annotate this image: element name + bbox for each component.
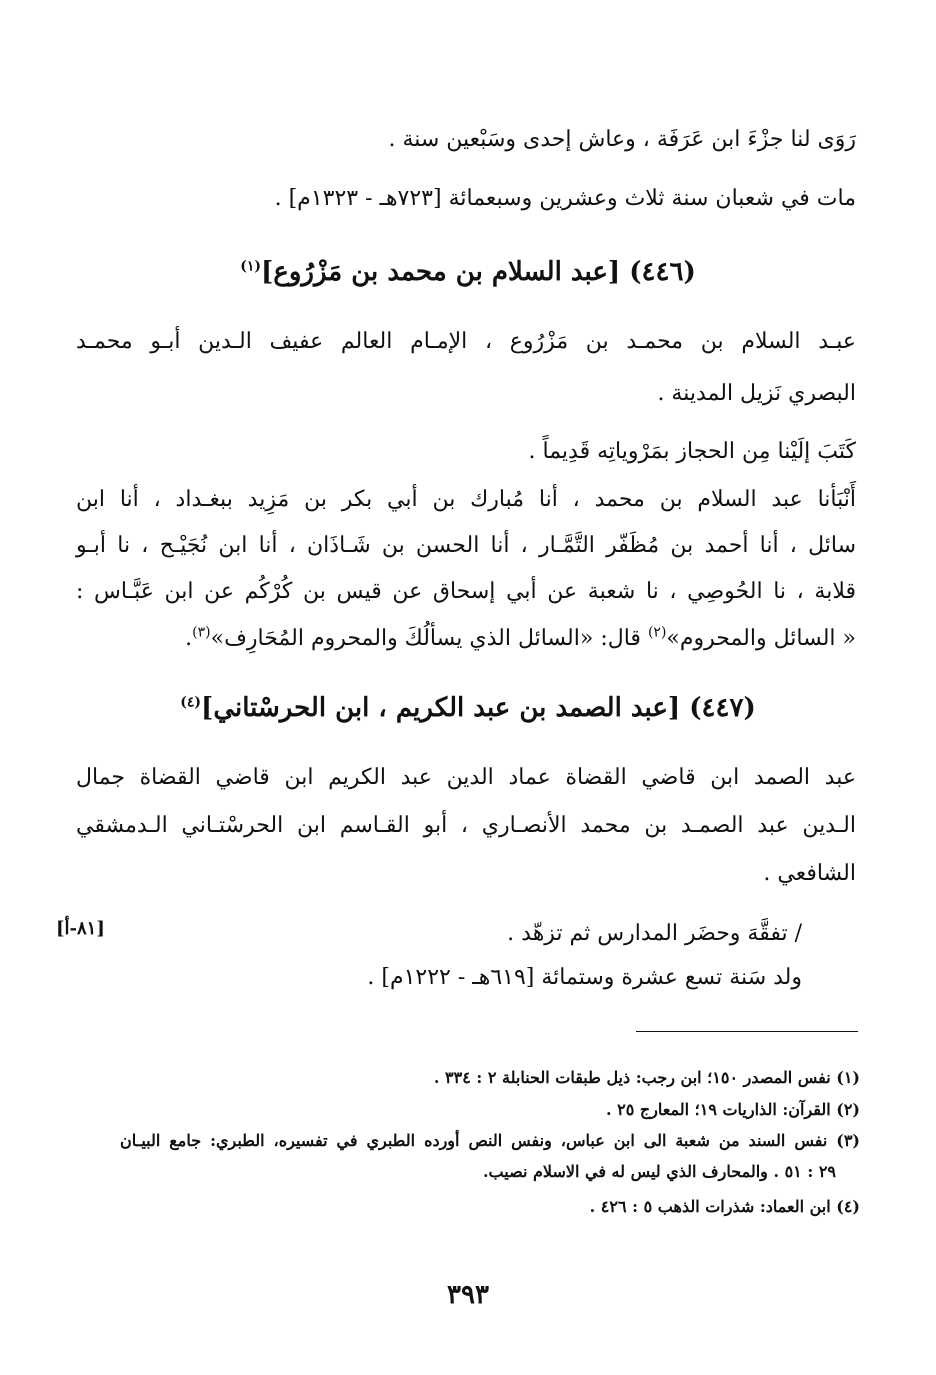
isnad-quote-2: قال: «السائل الذي يسألُكَ والمحروم المُحَارِف» [210,626,648,651]
text-line-prev-1: رَوَى لنا جزْءَ ابن عَرَفَة ، وعاش إحدى وسَبْعين سنة . [388,127,856,152]
entry-447-bio-line-2: الـدين عبد الصمـد بن محمد الأنصـاري ، أبو القـاسم ابن الحرسْتـاني الـدمشقي [76,813,856,838]
footnote-rule [636,1031,858,1032]
entry-446-heading [80,252,856,292]
footnote-3: (٣) نفس السند من شعبة الى ابن عباس، ونفس النص أورده الطبري في تفسيره، الطبري: جامع البيـان [120,1131,860,1150]
entry-446-heading-text: (٤٤٦) [عبد السلام بن محمد بن مَزْرُوع] [261,257,696,287]
isnad-end: . [185,626,193,651]
entry-447-heading-text: (٤٤٧) [عبد الصمد بن عبد الكريم ، ابن الحرسْتاني] [201,693,756,723]
entry-446-bio-line-2: البصري نَزيل المدينة . [657,381,856,406]
footnote-4: (٤) ابن العماد: شذرات الذهب ٥ : ٤٢٦ . [589,1197,860,1216]
entry-446-kataba: كَتَبَ إلَيْنا مِن الحجاز بمَرْوياتِه قَدِيماً . [528,439,856,464]
entry-446-isnad-line-3: قلابة ، نا الحُوصِي ، نا شعبة عن أبي إسحاق عن قيس بن كُرْكُم عن ابن عَبَّـاس : [76,579,856,604]
isnad-quote-1: « السائل والمحروم» [666,626,856,651]
manuscript-folio-ref: [٨١-أ] [56,918,105,939]
text-line-prev-2: مات في شعبان سنة ثلاث وعشرين وسبعمائة [٧٢٣هـ - ١٣٢٣م] . [274,186,856,211]
entry-446-isnad-line-1: أَنْبَأنا عبد السلام بن محمد ، أنا مُبارك بن أبي بكر بن مَزِيد ببغـداد ، أنا ابن [76,487,856,512]
entry-446-bio-line-1: عبـد السلام بن محمـد بن مَزْرُوع ، الإمـام العالم عفيف الـدين أبـو محمـد [76,329,856,354]
entry-447-tafaqqah: / تفقَّهَ وحضَر المدارس ثم تزهّد . [507,921,802,946]
footnote-ref-2: (٢) [647,624,667,641]
footnote-1: (١) نفس المصدر ١٥٠؛ ابن رجب: ذيل طبقات الحنابلة ٢ : ٣٣٤ . [433,1068,860,1087]
footnote-ref-3: (٣) [192,624,211,641]
entry-446-isnad-line-4 [185,617,856,661]
footnote-ref-1: (١) [240,258,262,275]
entry-447-heading [80,688,856,728]
entry-447-bio-line-3: الشافعي . [763,861,856,886]
page-number: ٣٩٣ [447,1280,489,1310]
entry-447-bio-line-1: عبد الصمد ابن قاضي القضاة عماد الدين عبد الكريم ابن قاضي القضاة جمال [76,765,856,790]
footnote-ref-4: (٤) [180,694,202,711]
footnote-3-cont: ٢٩ : ٥١ . والمحارف الذي ليس له في الاسلام نصيب. [482,1162,836,1181]
entry-446-isnad-line-2: سائل ، أنا أحمد بن مُظَفّر التَّمَّـار ، أنا الحسن بن شَـاذَان ، أنا ابن نُجَيْـح ، نا أبـو [76,533,856,558]
footnote-2: (٢) القرآن: الذاريات ١٩؛ المعارج ٢٥ . [605,1100,860,1119]
entry-447-wulida: ولد سَنة تسع عشرة وستمائة [٦١٩هـ - ١٢٢٢م] . [367,965,802,990]
